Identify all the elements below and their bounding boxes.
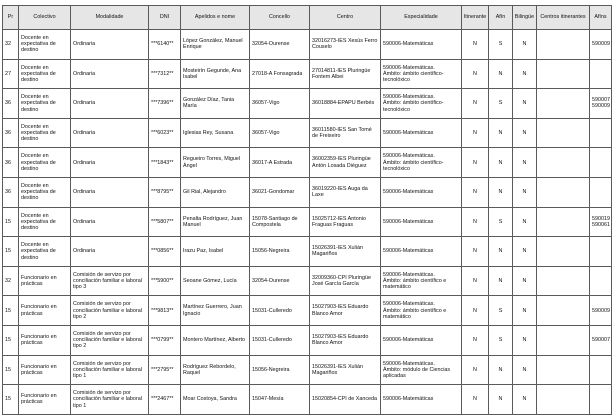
cell-itinerante: N bbox=[462, 325, 489, 355]
cell-afin: S bbox=[489, 296, 513, 326]
cell-bilingue: N bbox=[513, 148, 537, 178]
cell-especialidade: 590006-Matemáticas. Ámbito: ámbito científico e matemático bbox=[381, 266, 462, 296]
cell-modalidade: Ordinaria bbox=[71, 89, 149, 119]
cell-centros-itinerantes bbox=[537, 148, 590, 178]
cell-modalidade: Ordinaria bbox=[71, 207, 149, 237]
cell-modalidade: Comisión de servizo por conciliación familiar e laboral tipo 2 bbox=[71, 296, 149, 326]
cell-afins bbox=[590, 118, 612, 148]
cell-modalidade: Ordinaria bbox=[71, 30, 149, 60]
cell-centro: 36002359-IES Pluringüe Antón Losada Diéguez bbox=[310, 148, 381, 178]
col-header-afins: Afíns bbox=[590, 6, 612, 30]
cell-colectivo: Docente en expectativa de destino bbox=[19, 148, 71, 178]
cell-bilingue: N bbox=[513, 237, 537, 267]
cell-itinerante: N bbox=[462, 89, 489, 119]
cell-apelidos-e-nome: Gil Rial, Alejandro bbox=[181, 177, 250, 207]
cell-centros-itinerantes bbox=[537, 355, 590, 385]
cell-apelidos-e-nome: Montero Martínez, Alberto bbox=[181, 325, 250, 355]
cell-concello: 15056-Negreira bbox=[250, 355, 310, 385]
table-row bbox=[3, 30, 612, 60]
cell-dni: ***0799** bbox=[149, 325, 181, 355]
cell-concello: 15031-Culleredo bbox=[250, 296, 310, 326]
cell-centros-itinerantes bbox=[537, 59, 590, 89]
cell-afins: 590007 590009 bbox=[590, 89, 612, 119]
cell-especialidade: 590006-Matemáticas. Ámbito: módulo de Ciencias aplicadas bbox=[381, 355, 462, 385]
cell-colectivo: Docente en expectativa de destino bbox=[19, 118, 71, 148]
table-row bbox=[3, 207, 612, 237]
cell-modalidade: Comisión de servizo por conciliación familiar e laboral tipo 1 bbox=[71, 355, 149, 385]
cell-especialidade: 590006-Matemáticas bbox=[381, 177, 462, 207]
table-row bbox=[3, 118, 612, 148]
cell-centro: 36019220-IES Auga da Laxe bbox=[310, 177, 381, 207]
cell-afins: 590019 590061 bbox=[590, 207, 612, 237]
cell-dni: ***7396** bbox=[149, 89, 181, 119]
cell-afins bbox=[590, 177, 612, 207]
cell-bilingue: N bbox=[513, 118, 537, 148]
cell-apelidos-e-nome: González Díaz, Tania María bbox=[181, 89, 250, 119]
table-row bbox=[3, 266, 612, 296]
table-row bbox=[3, 296, 612, 326]
cell-centros-itinerantes bbox=[537, 177, 590, 207]
cell-centro: 15025712-IES Antonio Fraguas Fraguas bbox=[310, 207, 381, 237]
cell-especialidade: 590006-Matemáticas. Ámbito: ámbito científico-tecnolóxico bbox=[381, 148, 462, 178]
cell-afins bbox=[590, 148, 612, 178]
cell-itinerante: N bbox=[462, 385, 489, 415]
cell-dni: ***6140** bbox=[149, 30, 181, 60]
cell-bilingue: N bbox=[513, 177, 537, 207]
cell-especialidade: 590006-Matemáticas bbox=[381, 325, 462, 355]
cell-colectivo: Funcionario en prácticas bbox=[19, 296, 71, 326]
cell-afins bbox=[590, 266, 612, 296]
cell-dni: ***1843** bbox=[149, 148, 181, 178]
cell-afin: S bbox=[489, 89, 513, 119]
cell-pr: 36 bbox=[3, 118, 19, 148]
cell-colectivo: Funcionario en prácticas bbox=[19, 325, 71, 355]
header-row bbox=[3, 6, 612, 30]
cell-colectivo: Docente en expectativa de destino bbox=[19, 59, 71, 89]
table-body bbox=[3, 30, 612, 415]
col-header-apelidos-e-nome: Apelidos e nome bbox=[181, 6, 250, 30]
cell-centros-itinerantes bbox=[537, 266, 590, 296]
table-row bbox=[3, 355, 612, 385]
cell-concello: 36017-A Estrada bbox=[250, 148, 310, 178]
cell-concello: 15078-Santiago de Compostela bbox=[250, 207, 310, 237]
cell-modalidade: Comisión de servizo por conciliación familiar e laboral tipo 2 bbox=[71, 325, 149, 355]
cell-apelidos-e-nome: Moar Costoya, Sandra bbox=[181, 385, 250, 415]
cell-pr: 15 bbox=[3, 325, 19, 355]
cell-itinerante: N bbox=[462, 30, 489, 60]
cell-centros-itinerantes bbox=[537, 207, 590, 237]
table-row bbox=[3, 177, 612, 207]
cell-colectivo: Docente en expectativa de destino bbox=[19, 30, 71, 60]
cell-pr: 32 bbox=[3, 30, 19, 60]
cell-afins bbox=[590, 237, 612, 267]
cell-pr: 27 bbox=[3, 59, 19, 89]
cell-afin: N bbox=[489, 148, 513, 178]
cell-pr: 15 bbox=[3, 355, 19, 385]
cell-centro: 15026391-IES Xulián Magariños bbox=[310, 237, 381, 267]
cell-apelidos-e-nome: Martínez Guerrero, Juan Ignacio bbox=[181, 296, 250, 326]
cell-especialidade: 590006-Matemáticas bbox=[381, 385, 462, 415]
cell-afin: S bbox=[489, 30, 513, 60]
col-header-centros-itinerantes: Centros itinerantes bbox=[537, 6, 590, 30]
assignments-table bbox=[2, 5, 612, 415]
table-row bbox=[3, 237, 612, 267]
cell-concello: 27018-A Fonsagrada bbox=[250, 59, 310, 89]
cell-afin: N bbox=[489, 237, 513, 267]
cell-pr: 36 bbox=[3, 177, 19, 207]
table-row bbox=[3, 59, 612, 89]
cell-afin: N bbox=[489, 355, 513, 385]
cell-centro: 15027903-IES Eduardo Blanco Amor bbox=[310, 296, 381, 326]
cell-pr: 15 bbox=[3, 207, 19, 237]
cell-concello: 36021-Gondomar bbox=[250, 177, 310, 207]
cell-modalidade: Comisión de servizo por conciliación familiar e laboral tipo 1 bbox=[71, 385, 149, 415]
cell-afin: N bbox=[489, 118, 513, 148]
col-header-colectivo: Colectivo bbox=[19, 6, 71, 30]
cell-apelidos-e-nome: Iglesias Rey, Susana bbox=[181, 118, 250, 148]
cell-centro: 36011580-IES San Tomé de Freixeiro bbox=[310, 118, 381, 148]
cell-colectivo: Funcionario en prácticas bbox=[19, 385, 71, 415]
cell-itinerante: N bbox=[462, 266, 489, 296]
cell-apelidos-e-nome: Irazu Paz, Isabel bbox=[181, 237, 250, 267]
cell-especialidade: 590006-Matemáticas. Ámbito: ámbito científico-tecnolóxico bbox=[381, 89, 462, 119]
cell-afins bbox=[590, 355, 612, 385]
cell-dni: ***0856** bbox=[149, 237, 181, 267]
col-header-bilingue: Bilingüe bbox=[513, 6, 537, 30]
cell-bilingue: N bbox=[513, 355, 537, 385]
cell-bilingue: N bbox=[513, 385, 537, 415]
cell-itinerante: N bbox=[462, 118, 489, 148]
cell-itinerante: N bbox=[462, 59, 489, 89]
cell-especialidade: 590006-Matemáticas bbox=[381, 207, 462, 237]
col-header-centro: Centro bbox=[310, 6, 381, 30]
cell-modalidade: Ordinaria bbox=[71, 118, 149, 148]
cell-itinerante: N bbox=[462, 177, 489, 207]
cell-bilingue: N bbox=[513, 89, 537, 119]
cell-bilingue: N bbox=[513, 30, 537, 60]
cell-concello: 15031-Culleredo bbox=[250, 325, 310, 355]
cell-afin: N bbox=[489, 177, 513, 207]
table-row bbox=[3, 89, 612, 119]
cell-centro: 15020854-CPI de Xanceda bbox=[310, 385, 381, 415]
cell-bilingue: N bbox=[513, 325, 537, 355]
cell-pr: 15 bbox=[3, 385, 19, 415]
cell-modalidade: Comisión de servizo por conciliación familiar e laboral tipo 3 bbox=[71, 266, 149, 296]
cell-bilingue: N bbox=[513, 296, 537, 326]
cell-centros-itinerantes bbox=[537, 296, 590, 326]
cell-apelidos-e-nome: López González, Manuel Enrique bbox=[181, 30, 250, 60]
cell-afins bbox=[590, 59, 612, 89]
cell-centro: 36018884-EPAPU Berbés bbox=[310, 89, 381, 119]
cell-centro: 15026391-IES Xulián Magariños bbox=[310, 355, 381, 385]
cell-concello: 15047-Mesía bbox=[250, 385, 310, 415]
cell-pr: 36 bbox=[3, 89, 19, 119]
cell-dni: ***6023** bbox=[149, 118, 181, 148]
cell-colectivo: Funcionario en prácticas bbox=[19, 266, 71, 296]
cell-itinerante: N bbox=[462, 355, 489, 385]
cell-centros-itinerantes bbox=[537, 237, 590, 267]
cell-dni: ***5900** bbox=[149, 266, 181, 296]
cell-modalidade: Ordinaria bbox=[71, 177, 149, 207]
cell-modalidade: Ordinaria bbox=[71, 237, 149, 267]
cell-bilingue: N bbox=[513, 207, 537, 237]
cell-apelidos-e-nome: Rodríguez Rebordelo, Raquel bbox=[181, 355, 250, 385]
cell-apelidos-e-nome: Seoane Gómez, Lucía bbox=[181, 266, 250, 296]
cell-especialidade: 590006-Matemáticas. Ámbito: ámbito científico-tecnolóxico bbox=[381, 59, 462, 89]
cell-bilingue: N bbox=[513, 59, 537, 89]
cell-pr: 15 bbox=[3, 237, 19, 267]
cell-dni: ***7312** bbox=[149, 59, 181, 89]
cell-centros-itinerantes bbox=[537, 118, 590, 148]
col-header-concello: Concello bbox=[250, 6, 310, 30]
cell-pr: 32 bbox=[3, 266, 19, 296]
cell-pr: 36 bbox=[3, 148, 19, 178]
cell-afins: 590007 bbox=[590, 325, 612, 355]
cell-centro: 32009360-CPI Pluringüe José García García bbox=[310, 266, 381, 296]
col-header-afin: Afín bbox=[489, 6, 513, 30]
cell-bilingue: N bbox=[513, 266, 537, 296]
cell-colectivo: Docente en expectativa de destino bbox=[19, 89, 71, 119]
cell-colectivo: Docente en expectativa de destino bbox=[19, 237, 71, 267]
cell-afins: 590009 bbox=[590, 296, 612, 326]
cell-concello: 15056-Negreira bbox=[250, 237, 310, 267]
cell-especialidade: 590006-Matemáticas. Ámbito: ámbito científico e matemático bbox=[381, 296, 462, 326]
cell-modalidade: Ordinaria bbox=[71, 59, 149, 89]
cell-modalidade: Ordinaria bbox=[71, 148, 149, 178]
cell-afin: S bbox=[489, 325, 513, 355]
cell-especialidade: 590006-Matemáticas bbox=[381, 237, 462, 267]
cell-centro: 27014811-IES Pluringüe Fontem Albei bbox=[310, 59, 381, 89]
cell-concello: 36057-Vigo bbox=[250, 118, 310, 148]
cell-afin: N bbox=[489, 266, 513, 296]
cell-concello: 36057-Vigo bbox=[250, 89, 310, 119]
cell-pr: 15 bbox=[3, 296, 19, 326]
cell-especialidade: 590006-Matemáticas bbox=[381, 118, 462, 148]
cell-centros-itinerantes bbox=[537, 89, 590, 119]
cell-itinerante: N bbox=[462, 237, 489, 267]
cell-apelidos-e-nome: Mosteirín Gegunde, Ana Isabel bbox=[181, 59, 250, 89]
col-header-modalidade: Modalidade bbox=[71, 6, 149, 30]
cell-centro: 32016273-IES Xesús Ferro Couselo bbox=[310, 30, 381, 60]
cell-concello: 32054-Ourense bbox=[250, 266, 310, 296]
cell-colectivo: Docente en expectativa de destino bbox=[19, 177, 71, 207]
col-header-especialidade: Especialidade bbox=[381, 6, 462, 30]
cell-afin: N bbox=[489, 385, 513, 415]
col-header-pr: Pr bbox=[3, 6, 19, 30]
cell-apelidos-e-nome: Penalta Rodríguez, Juan Manuel bbox=[181, 207, 250, 237]
cell-itinerante: N bbox=[462, 296, 489, 326]
cell-itinerante: N bbox=[462, 207, 489, 237]
cell-centros-itinerantes bbox=[537, 325, 590, 355]
cell-afins: 590009 bbox=[590, 30, 612, 60]
cell-especialidade: 590006-Matemáticas bbox=[381, 30, 462, 60]
cell-dni: ***5807** bbox=[149, 207, 181, 237]
cell-dni: ***2795** bbox=[149, 355, 181, 385]
cell-dni: ***9813** bbox=[149, 296, 181, 326]
cell-itinerante: N bbox=[462, 148, 489, 178]
cell-colectivo: Docente en expectativa de destino bbox=[19, 207, 71, 237]
cell-colectivo: Funcionario en prácticas bbox=[19, 355, 71, 385]
cell-apelidos-e-nome: Regueiro Torres, Miguel Ángel bbox=[181, 148, 250, 178]
col-header-itinerante: Itinerante bbox=[462, 6, 489, 30]
cell-afin: N bbox=[489, 59, 513, 89]
cell-afin: S bbox=[489, 207, 513, 237]
cell-concello: 32054-Ourense bbox=[250, 30, 310, 60]
cell-centros-itinerantes bbox=[537, 30, 590, 60]
cell-dni: ***2467** bbox=[149, 385, 181, 415]
col-header-dni: DNI bbox=[149, 6, 181, 30]
table-row bbox=[3, 148, 612, 178]
cell-dni: ***8795** bbox=[149, 177, 181, 207]
table-row bbox=[3, 325, 612, 355]
cell-centro: 15027903-IES Eduardo Blanco Amor bbox=[310, 325, 381, 355]
